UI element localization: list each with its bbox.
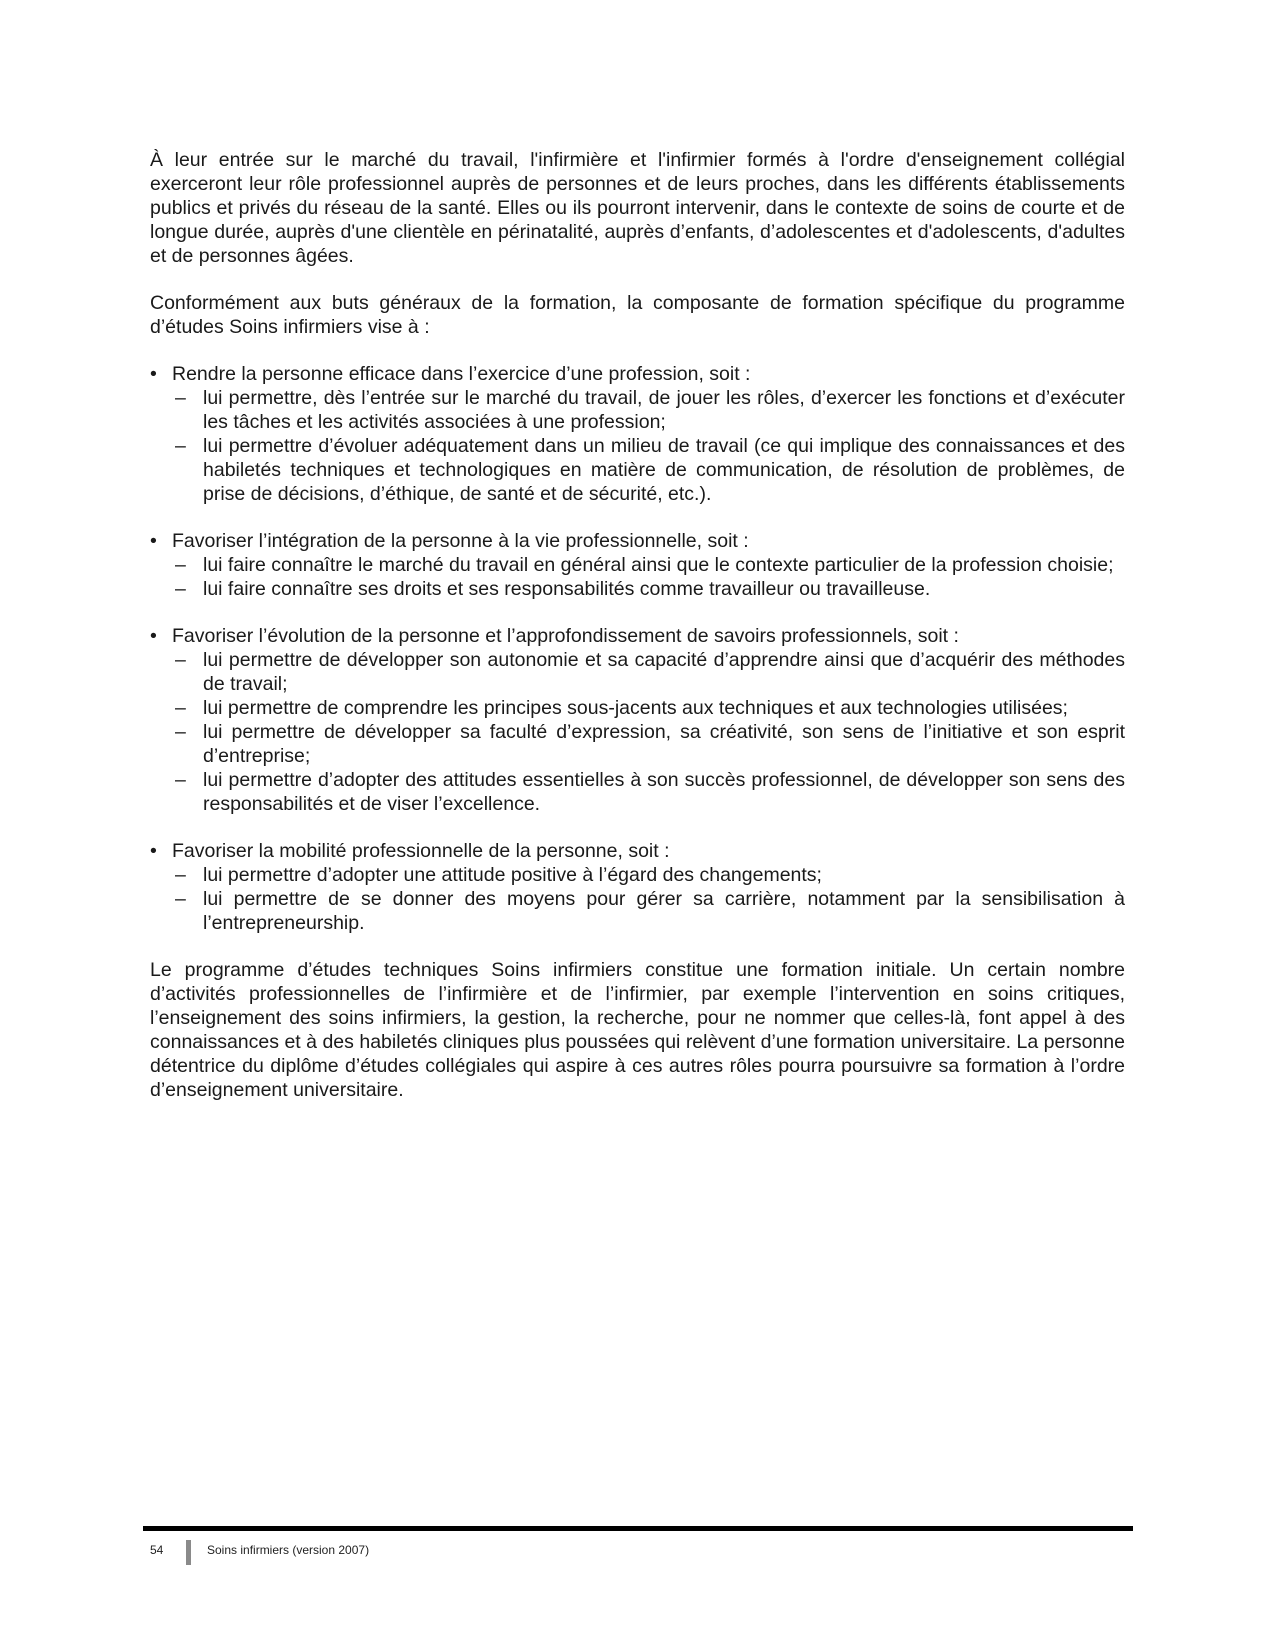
bullet-heading [150, 529, 1125, 553]
sub-item [150, 887, 1125, 935]
bullet-dot: • [150, 530, 157, 552]
sub-item-text: lui faire connaître le marché du travail en général ainsi que le contexte particulier de la profession choisie; [203, 554, 1114, 576]
bullet-section [150, 362, 1125, 506]
bullet-heading [150, 362, 1125, 386]
bullet-section [150, 529, 1125, 601]
sub-item-text: lui permettre de développer sa faculté d’expression, sa créativité, son sens de l’initiative et son esprit d’entreprise; [203, 721, 1125, 767]
sub-item [150, 648, 1125, 696]
sub-item [150, 577, 1125, 601]
sub-item [150, 863, 1125, 887]
sub-list [150, 863, 1125, 935]
sub-item [150, 434, 1125, 506]
dash-marker: – [175, 769, 186, 791]
sub-item-text: lui permettre d’évoluer adéquatement dans un milieu de travail (ce qui implique des connaissances et des habiletés techniques et technologiques en matière de communication, de résolution de problèmes, de prise de décisions, d’éthique, de santé et de sécurité, etc.). [203, 435, 1125, 505]
goals-paragraph: Conformément aux buts généraux de la formation, la composante de formation spécifique du programme d’études Soins infirmiers vise à : [150, 292, 1125, 338]
dash-marker: – [175, 721, 186, 743]
dash-marker: – [175, 649, 186, 671]
sub-list [150, 386, 1125, 506]
bullet-title: Rendre la personne efficace dans l’exercice d’une profession, soit : [172, 363, 751, 385]
dash-marker: – [175, 888, 186, 910]
intro-paragraph: À leur entrée sur le marché du travail, l'infirmière et l'infirmier formés à l'ordre d'enseignement collégial exerceront leur rôle professionnel auprès de personnes et de leurs proches, dans les différents établissements publics et privés du réseau de la santé. Elles ou ils pourront intervenir, dans le contexte de soins de courte et de longue durée, auprès d'une clientèle en périnatalité, auprès d’enfants, d’adolescentes et d'adolescents, d'adultes et de personnes âgées. [150, 149, 1125, 267]
bullet-dot: • [150, 625, 157, 647]
bullet-heading [150, 624, 1125, 648]
bullet-section [150, 839, 1125, 935]
footer-divider [186, 1540, 191, 1565]
closing-paragraph: Le programme d’études techniques Soins infirmiers constitue une formation initiale. Un certain nombre d’activités professionnelles de l’infirmière et de l’infirmier, par exemple l’intervention en soins critiques, l’enseignement des soins infirmiers, la gestion, la recherche, pour ne nommer que celles-là, font appel à des connaissances et à des habiletés cliniques plus poussées qui relèvent d’une formation universitaire. La personne détentrice du diplôme d’études collégiales qui aspire à ces autres rôles pourra poursuivre sa formation à l’ordre d’enseignement universitaire. [150, 959, 1125, 1101]
bullet-heading [150, 839, 1125, 863]
sub-item-text: lui permettre d’adopter des attitudes essentielles à son succès professionnel, de développer son sens des responsabilités et de viser l’excellence. [203, 769, 1125, 815]
footer-rule [143, 1526, 1133, 1531]
sub-item-text: lui permettre, dès l’entrée sur le marché du travail, de jouer les rôles, d’exercer les fonctions et d’exécuter les tâches et les activités associées à une profession; [203, 387, 1125, 433]
sub-item [150, 386, 1125, 434]
bullet-title: Favoriser l’intégration de la personne à la vie professionnelle, soit : [172, 530, 749, 552]
sub-item-text: lui permettre d’adopter une attitude positive à l’égard des changements; [203, 864, 822, 886]
sub-list [150, 553, 1125, 601]
footer-title: Soins infirmiers (version 2007) [207, 1543, 370, 1557]
sub-item [150, 720, 1125, 768]
page-number: 54 [150, 1543, 164, 1557]
sub-item-text: lui permettre de développer son autonomie et sa capacité d’apprendre ainsi que d’acquérir des méthodes de travail; [203, 649, 1125, 695]
dash-marker: – [175, 554, 186, 576]
sub-item [150, 553, 1125, 577]
bullet-dot: • [150, 363, 157, 385]
sub-item-text: lui faire connaître ses droits et ses responsabilités comme travailleur ou travailleuse. [203, 578, 931, 600]
dash-marker: – [175, 435, 186, 457]
document-body [150, 148, 1125, 1125]
dash-marker: – [175, 864, 186, 886]
bullet-title: Favoriser l’évolution de la personne et l’approfondissement de savoirs professionnels, soit : [172, 625, 959, 647]
dash-marker: – [175, 387, 186, 409]
sub-list [150, 648, 1125, 816]
sub-item-text: lui permettre de comprendre les principes sous-jacents aux techniques et aux technologies utilisées; [203, 697, 1068, 719]
bullet-dot: • [150, 840, 157, 862]
dash-marker: – [175, 578, 186, 600]
bullet-title: Favoriser la mobilité professionnelle de la personne, soit : [172, 840, 670, 862]
sub-item [150, 768, 1125, 816]
sub-item-text: lui permettre de se donner des moyens pour gérer sa carrière, notamment par la sensibilisation à l’entrepreneurship. [203, 888, 1125, 934]
sub-item [150, 696, 1125, 720]
bullet-section [150, 624, 1125, 816]
dash-marker: – [175, 697, 186, 719]
